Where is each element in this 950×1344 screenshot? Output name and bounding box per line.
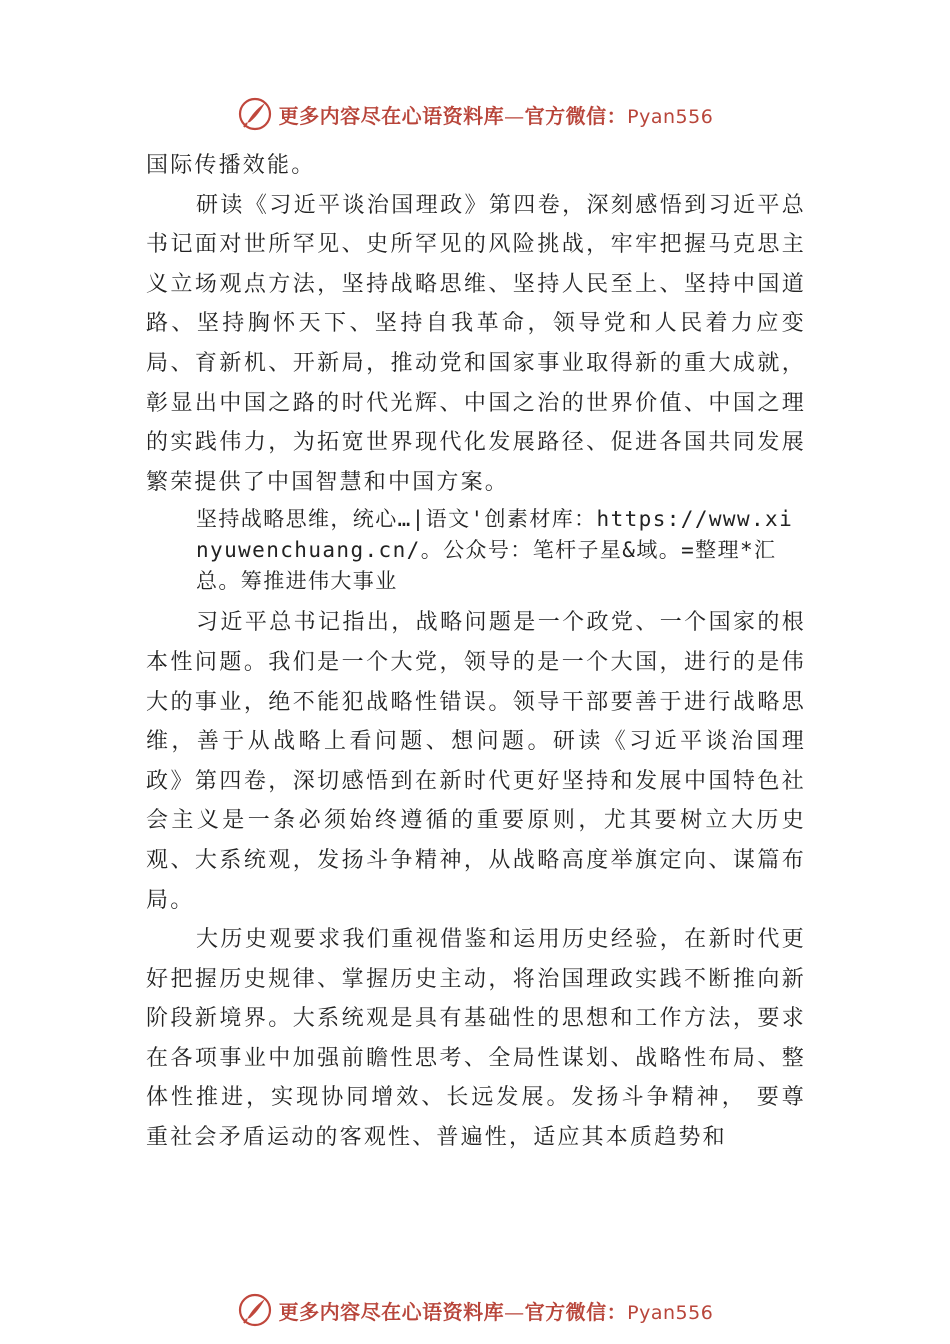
paragraph: 国际传播效能。 (146, 153, 316, 178)
paragraph: 习近平总书记指出，战略问题是一个政党、一个国家的根本性问题。我们是一个大党，领导的是一个大国，进行的是伟大的事业，绝不能犯战略性错误。领导干部要善于进行战略思维，善于从战略上看问题、想问题。研读《习近平谈治国理政》第四卷，深切感悟到在新时代更好坚持和发展中国特色社会主义是一条必须始终遵循的重要原则，尤其要树立大历史观、大系统观，发扬斗争精神，从战略高度举旗定向、谋篇布局。 (146, 610, 806, 913)
document-body (146, 146, 806, 1158)
quill-logo-icon (237, 1292, 273, 1328)
header-banner (0, 94, 950, 134)
paragraph: 大历史观要求我们重视借鉴和运用历史经验，在新时代更好把握历史规律、掌握历史主动，将治国理政实践不断推向新阶段新境界。大系统观是具有基础性的思想和工作方法，要求在各项事业中加强前瞻性思考、全局性谋划、战略性布局、整体性推进，实现协同增效、长远发展。发扬斗争精神， 要尊重社会矛盾运动的客观性、普遍性，适应其本质趋势和 (146, 927, 806, 1151)
footer-banner (0, 1290, 950, 1330)
header-banner-text: 更多内容尽在心语资料库—官方微信：Pyan556 (278, 103, 714, 128)
quill-logo-icon (237, 96, 273, 132)
footer-banner-text: 更多内容尽在心语资料库—官方微信：Pyan556 (278, 1299, 714, 1324)
section-heading: 坚持战略思维，统心…|语文'创素材库：https://www.xinyuwenchuang.cn/。公众号：笔杆子星&域。=整理*汇总。筹推进伟大事业 (196, 507, 794, 594)
paragraph: 研读《习近平谈治国理政》第四卷，深刻感悟到习近平总书记面对世所罕见、史所罕见的风险挑战，牢牢把握马克思主义立场观点方法，坚持战略思维、坚持人民至上、坚持中国道路、坚持胸怀天下、坚持自我革命，领导党和人民着力应变局、育新机、开新局，推动党和国家事业取得新的重大成就，彰显出中国之路的时代光辉、中国之治的世界价值、中国之理的实践伟力，为拓宽世界现代化发展路径、促进各国共同发展繁荣提供了中国智慧和中国方案。 (146, 192, 806, 495)
